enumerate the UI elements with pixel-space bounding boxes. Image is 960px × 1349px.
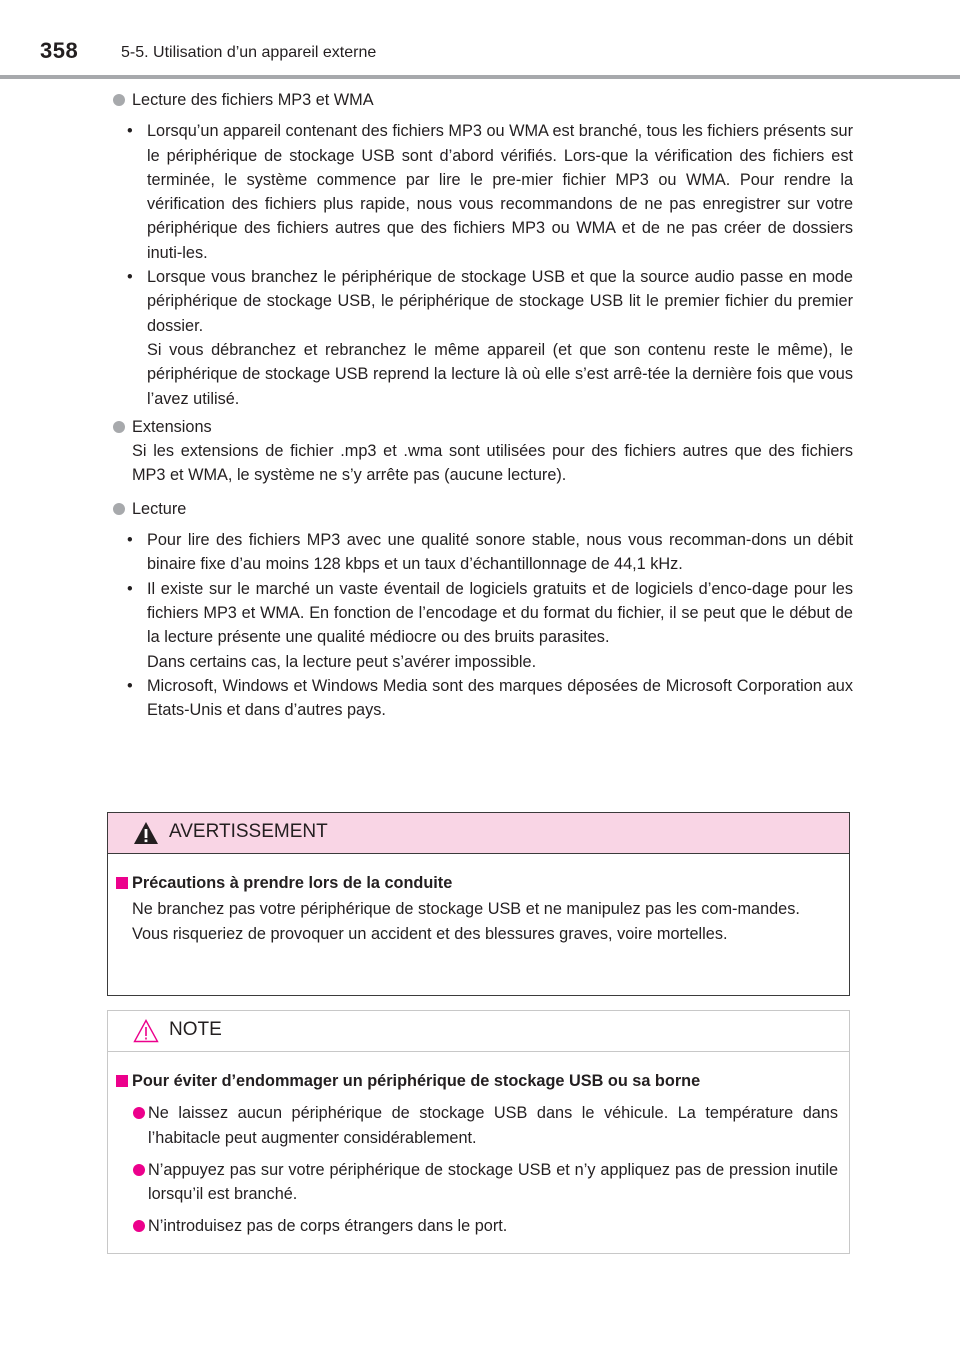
page-number: 358 [40,38,79,63]
paragraph: Si vous débranchez et rebranchez le même appareil (et que son contenu reste le même), le périphérique de stockage USB reprend la lecture là où elle s’est arrê-tée la dernière fois que vous l’avez utilisé. [147,340,853,408]
list-item [147,528,853,577]
note-item [116,1101,838,1150]
warning-header [108,813,849,854]
topic-heading [113,497,853,521]
list-item [147,577,853,674]
topic-heading [113,88,853,112]
list-item [147,265,853,411]
warning-triangle-icon [133,821,159,845]
bullet-dot-icon [133,1220,145,1232]
note-box [107,1010,850,1254]
note-label: NOTE [169,1019,222,1040]
caution-triangle-icon [133,1019,159,1043]
main-content [113,88,853,722]
paragraph: • Lorsqu’un appareil contenant des fichiers MP3 ou WMA est branché, tous les fichiers présents sur le périphérique de stockage USB sont d’abord vérifiés. Lors-que la vérification des fichiers est terminée, le système commence par lire le pre-mier fichier MP3 ou WMA. Pour rendre la vérification des fichiers plus rapide, nous vous recommandons de ne pas enregistrer sur votre périphérique des fichiers autres que des fichiers MP3 ou WMA et de ne pas créer de dossiers inuti-les. [147,122,853,262]
note-item-text: N’introduisez pas de corps étrangers dans le port. [148,1217,508,1236]
note-item [116,1158,838,1207]
bullet-dot-icon [133,1107,145,1119]
warning-box [107,812,850,996]
square-bullet-icon [116,877,128,889]
paragraph: Ne branchez pas votre périphérique de stockage USB et ne manipulez pas les com-mandes. [132,900,800,919]
topic-heading [113,415,853,439]
list-item [147,674,853,723]
bullet-dot-icon [113,94,125,106]
warning-heading [116,871,836,895]
warning-label: AVERTISSEMENT [169,821,328,842]
paragraph: • Il existe sur le marché un vaste éventail de logiciels gratuits et de logiciels d’enco-dage pour les fichiers MP3 et WMA. En fonction de l’encodage et du format du fichier, il se peut que le début de la lecture présente une qualité médiocre ou des bruits parasites. [147,579,853,647]
page-header [0,0,960,84]
note-item [116,1214,838,1238]
bullet-dot-icon [113,421,125,433]
paragraph: Dans certains cas, la lecture peut s’avérer impossible. [147,652,537,671]
paragraph: • Microsoft, Windows et Windows Media sont des marques déposées de Microsoft Corporation aux Etats-Unis et dans d’autres pays. [147,676,853,720]
square-bullet-icon [116,1075,128,1087]
section-title: 5-5. Utilisation d’un appareil externe [121,44,377,61]
bullet-dot-icon [113,503,125,515]
note-header [108,1011,849,1052]
note-heading-text: Pour éviter d’endommager un périphérique de stockage USB ou sa borne [132,1072,701,1090]
topic-title: Lecture des fichiers MP3 et WMA [132,91,374,109]
paragraph: Vous risqueriez de provoquer un accident et des blessures graves, voire mortelles. [132,924,728,943]
paragraph: • Lorsque vous branchez le périphérique de stockage USB et que la source audio passe en mode périphérique de stockage USB, le périphérique de stockage USB lit le premier fichier du premier dossier. [147,268,853,335]
list-item [147,119,853,265]
note-item-text: N’appuyez pas sur votre périphérique de stockage USB et n’y appliquez pas de pression inutile lorsqu’il est branché. [148,1160,838,1204]
header-rule [0,75,960,79]
topic-title: Extensions [132,417,212,436]
note-item-text: Ne laissez aucun périphérique de stockage USB dans le véhicule. La température dans l’habitacle peut augmenter considérablement. [148,1104,838,1147]
topic-title: Lecture [132,499,187,518]
paragraph: • Pour lire des fichiers MP3 avec une qualité sonore stable, nous vous recomman-dons un débit binaire fixe d’au moins 128 kbps et un taux d’échantillonnage de 44,1 kHz. [147,531,853,574]
bullet-list [113,119,853,411]
note-heading [116,1069,838,1093]
bullet-dot-icon [133,1164,145,1176]
bullet-list [113,528,853,722]
warning-heading-text: Précautions à prendre lors de la conduite [132,874,453,892]
paragraph: Si les extensions de fichier .mp3 et .wma sont utilisées pour des fichiers autres que des fichiers MP3 et WMA, le système ne s’y arrête pas (aucune lecture). [132,442,853,485]
